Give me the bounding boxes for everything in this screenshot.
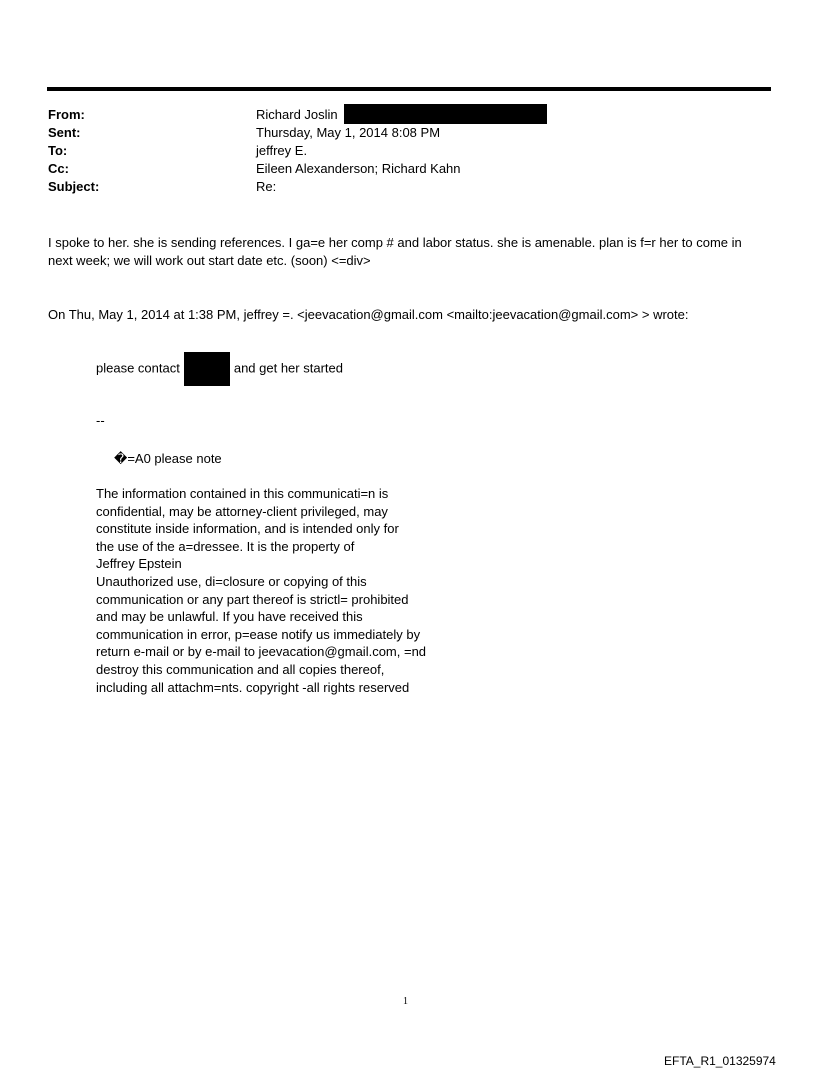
body-line: next week; we will work out start date etc. (soon) <=div> (48, 253, 371, 268)
redaction-box (344, 104, 547, 124)
body-line: I spoke to her. she is sending references. I ga=e her comp # and labor status. she is amenable. plan is f=r her to come in (48, 235, 742, 250)
sent-label: Sent: (48, 125, 81, 140)
subject-label: Subject: (48, 179, 100, 194)
disclaimer (96, 485, 456, 696)
disclaimer-line: the use of the a=dressee. It is the property of (96, 538, 355, 554)
message-body (48, 234, 778, 270)
email-header (48, 106, 768, 196)
cc-row (48, 160, 768, 178)
cc-label: Cc: (48, 161, 69, 176)
bates-number: EFTA_R1_01325974 (664, 1054, 776, 1068)
cc-value: Eileen Alexanderson; Richard Kahn (256, 161, 461, 176)
page-number: 1 (403, 996, 408, 1007)
please-note: �=A0 please note (114, 451, 222, 466)
disclaimer-line: Jeffrey Epstein (96, 556, 182, 572)
disclaimer-line: destroy this communication and all copies thereof, (96, 661, 385, 677)
disclaimer-line: and may be unlawful. If you have received this (96, 609, 363, 625)
top-rule (47, 87, 771, 91)
to-value: jeffrey E. (256, 143, 308, 158)
disclaimer-line: confidential, may be attorney-client privileged, may (96, 503, 388, 519)
disclaimer-line: return e-mail or by e-mail to jeevacation@gmail.com, =nd (96, 644, 427, 660)
disclaimer-line: communication or any part thereof is strictl= prohibited (96, 591, 409, 607)
disclaimer-line: Unauthorized use, di=closure or copying of this (96, 573, 367, 589)
from-name: Richard Joslin (256, 107, 338, 122)
disclaimer-line: constitute inside information, and is intended only for (96, 521, 399, 537)
sent-value: Thursday, May 1, 2014 8:08 PM (256, 125, 441, 140)
from-label: From: (48, 107, 85, 122)
signature-separator: -- (96, 413, 105, 428)
disclaimer-line: communication in error, p=ease notify us immediately by (96, 626, 421, 642)
subject-value: Re: (256, 179, 277, 194)
disclaimer-line: The information contained in this communicati=n is (96, 486, 389, 501)
contact-text-after: and get her started (233, 360, 343, 376)
from-row (48, 106, 768, 124)
contact-text-before: please contact (96, 360, 180, 376)
to-row (48, 142, 768, 160)
sent-row (48, 124, 768, 142)
quoted-message (96, 352, 343, 386)
to-label: To: (48, 143, 68, 158)
subject-row (48, 178, 768, 196)
redaction-box (184, 352, 230, 386)
from-value (256, 106, 547, 124)
disclaimer-line: including all attachm=nts. copyright -all rights reserved (96, 679, 410, 695)
quote-intro: On Thu, May 1, 2014 at 1:38 PM, jeffrey =. <jeevacation@gmail.com <mailto:jeevacation@gmail.com> > wrote: (48, 307, 689, 322)
